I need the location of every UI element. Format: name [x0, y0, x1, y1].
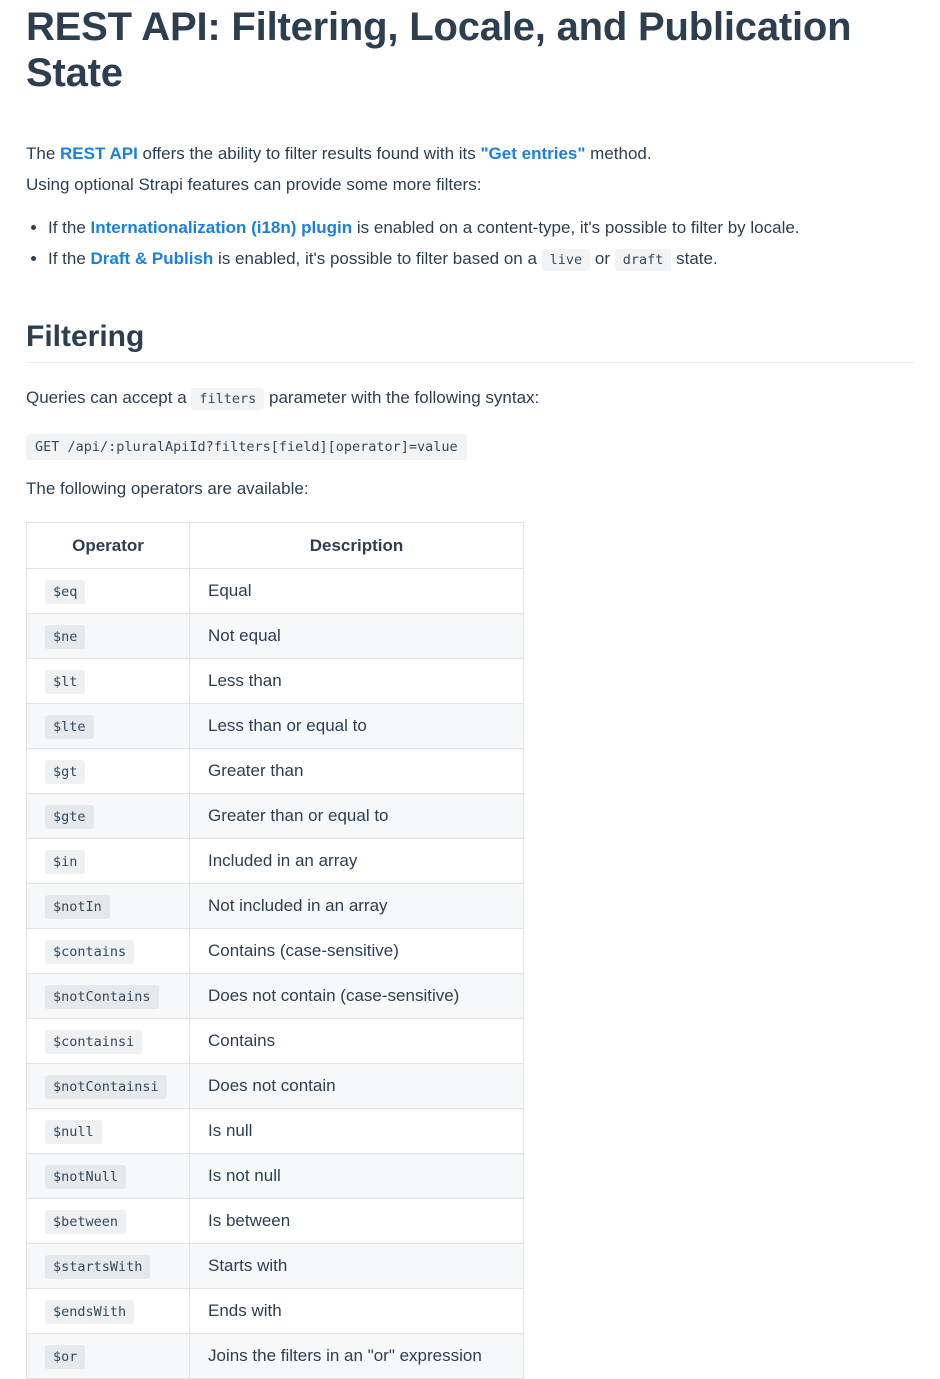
filters-code: filters [191, 388, 264, 410]
operator-cell [27, 749, 190, 794]
description-cell: Is between [190, 1199, 524, 1244]
operators-table [26, 522, 524, 1379]
table-row [27, 974, 524, 1019]
intro-paragraph [26, 138, 914, 200]
i18n-plugin-link[interactable]: Internationalization (i18n) plugin [90, 218, 353, 237]
table-row [27, 1334, 524, 1379]
table-row [27, 1199, 524, 1244]
table-row [27, 659, 524, 704]
table-row [27, 569, 524, 614]
list-item-text: If the [48, 218, 91, 237]
operator-code: $eq [45, 580, 85, 604]
list-item-i18n [48, 212, 914, 243]
operator-code: $lt [45, 670, 85, 694]
description-cell: Less than or equal to [190, 704, 524, 749]
rest-api-link[interactable]: REST API [60, 144, 138, 163]
operator-cell [27, 1199, 190, 1244]
description-cell: Less than [190, 659, 524, 704]
syntax-text: Queries can accept a [26, 388, 192, 407]
column-header-operator: Operator [27, 523, 190, 569]
table-row [27, 1019, 524, 1064]
operator-code: $or [45, 1345, 85, 1369]
description-cell: Is null [190, 1109, 524, 1154]
get-entries-link[interactable]: "Get entries" [480, 144, 586, 163]
description-cell: Not equal [190, 614, 524, 659]
operator-cell [27, 569, 190, 614]
operator-cell [27, 704, 190, 749]
description-cell: Does not contain (case-sensitive) [190, 974, 524, 1019]
operator-cell [27, 1154, 190, 1199]
list-item-text: If the [48, 249, 91, 268]
operator-cell [27, 794, 190, 839]
operator-code: $notIn [45, 895, 110, 919]
description-cell: Equal [190, 569, 524, 614]
operator-code: $gte [45, 805, 94, 829]
operator-code: $notContainsi [45, 1075, 167, 1099]
filtering-heading: Filtering [26, 318, 914, 363]
table-row [27, 1289, 524, 1334]
operator-code: $null [45, 1120, 102, 1144]
feature-list [26, 212, 914, 276]
table-row [27, 1244, 524, 1289]
operator-cell [27, 974, 190, 1019]
column-header-description: Description [190, 523, 524, 569]
table-row [27, 1064, 524, 1109]
description-cell: Greater than or equal to [190, 794, 524, 839]
operator-code: $notNull [45, 1165, 126, 1189]
table-row [27, 794, 524, 839]
operator-code: $between [45, 1210, 126, 1234]
operator-code: $ne [45, 625, 85, 649]
description-cell: Contains [190, 1019, 524, 1064]
description-cell: Ends with [190, 1289, 524, 1334]
operator-code: $lte [45, 715, 94, 739]
operator-cell [27, 1289, 190, 1334]
list-item-text: or [590, 249, 615, 268]
syntax-intro [26, 383, 914, 414]
description-cell: Greater than [190, 749, 524, 794]
table-header-row [27, 523, 524, 569]
operator-code: $in [45, 850, 85, 874]
list-item-draft-publish [48, 243, 914, 276]
operator-cell [27, 659, 190, 704]
operator-cell [27, 1019, 190, 1064]
operator-code: $startsWith [45, 1255, 150, 1279]
list-item-text: is enabled, it's possible to filter based on a [213, 249, 542, 268]
table-row [27, 884, 524, 929]
syntax-text: parameter with the following syntax: [264, 388, 540, 407]
table-row [27, 1154, 524, 1199]
list-item-text: state. [671, 249, 718, 268]
table-row [27, 839, 524, 884]
operator-code: $containsi [45, 1030, 142, 1054]
operator-cell [27, 1064, 190, 1109]
intro-text: method. [585, 144, 652, 163]
table-row [27, 1109, 524, 1154]
operators-intro: The following operators are available: [26, 479, 309, 498]
description-cell: Not included in an array [190, 884, 524, 929]
description-cell: Is not null [190, 1154, 524, 1199]
draft-code: draft [615, 249, 672, 271]
description-cell: Starts with [190, 1244, 524, 1289]
intro-text-line2: Using optional Strapi features can provide some more filters: [26, 175, 482, 194]
description-cell: Does not contain [190, 1064, 524, 1109]
table-row [27, 614, 524, 659]
operator-cell [27, 1244, 190, 1289]
operator-code: $gt [45, 760, 85, 784]
draft-publish-link[interactable]: Draft & Publish [90, 249, 214, 268]
operator-code: $notContains [45, 985, 159, 1009]
description-cell: Joins the filters in an "or" expression [190, 1334, 524, 1379]
list-item-text: is enabled on a content-type, it's possible to filter by locale. [352, 218, 800, 237]
live-code: live [542, 249, 591, 271]
operator-cell [27, 614, 190, 659]
syntax-code-block: GET /api/:pluralApiId?filters[field][operator]=value [26, 434, 467, 460]
operator-cell [27, 929, 190, 974]
operator-cell [27, 884, 190, 929]
page-title: REST API: Filtering, Locale, and Publication State [26, 5, 852, 95]
table-row [27, 929, 524, 974]
intro-text: The [26, 144, 61, 163]
table-row [27, 704, 524, 749]
operator-code: $endsWith [45, 1300, 134, 1324]
operator-cell [27, 1334, 190, 1379]
description-cell: Contains (case-sensitive) [190, 929, 524, 974]
operator-cell [27, 1109, 190, 1154]
description-cell: Included in an array [190, 839, 524, 884]
operator-code: $contains [45, 940, 134, 964]
operator-cell [27, 839, 190, 884]
intro-text: offers the ability to filter results found with its [137, 144, 481, 163]
table-row [27, 749, 524, 794]
